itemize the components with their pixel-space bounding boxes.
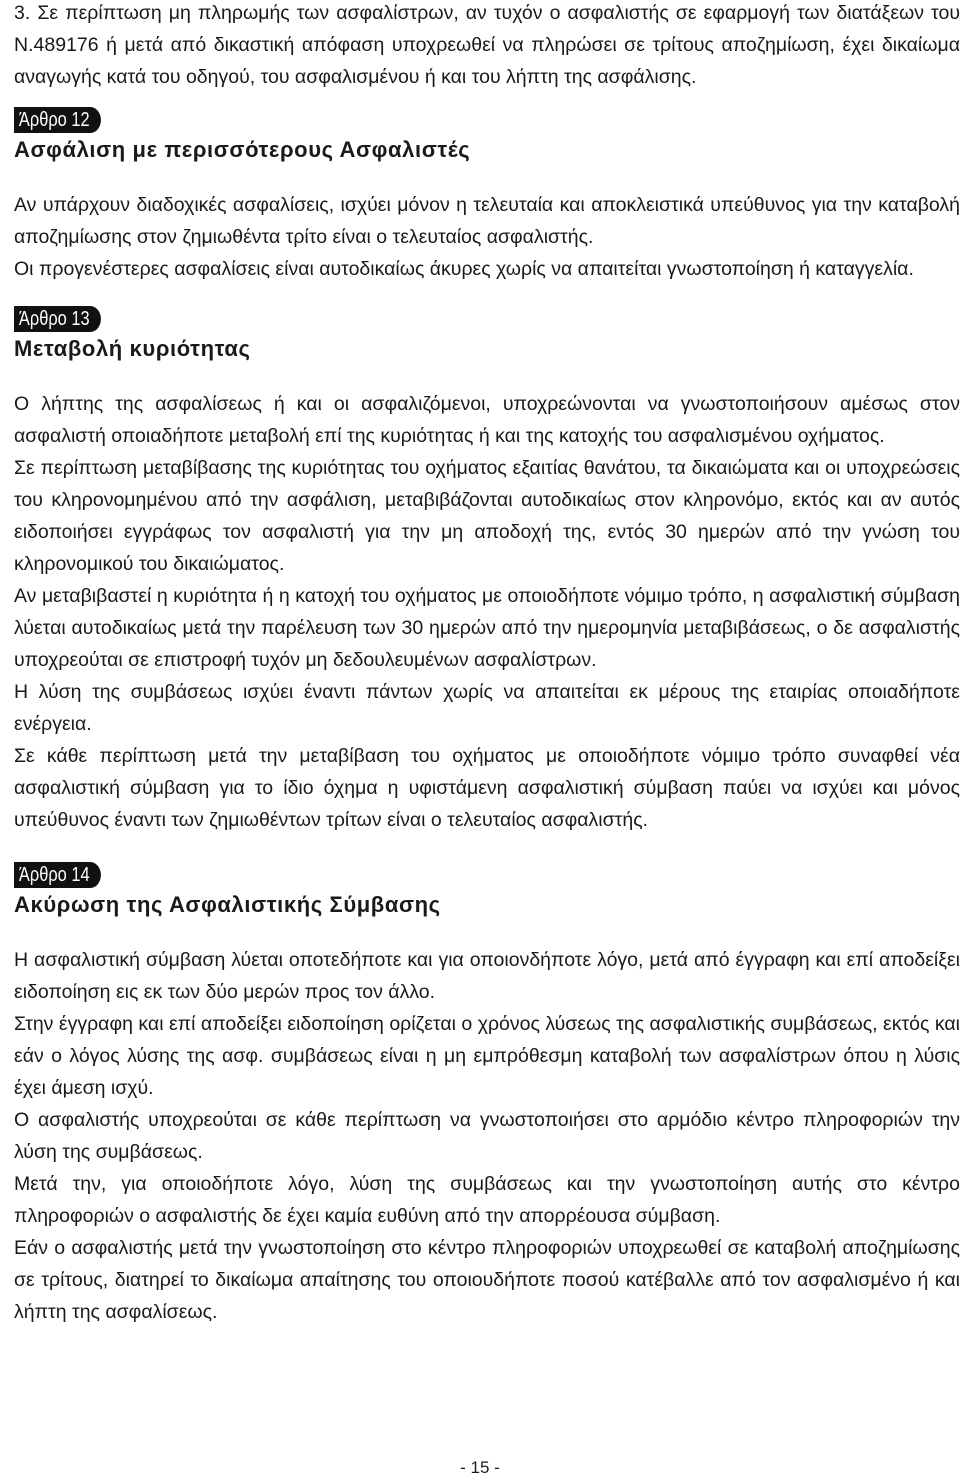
- article-paragraph: Σε κάθε περίπτωση μετά την μεταβίβαση του οχήματος με οποιοδήποτε νόμιμο τρόπο συναφθεί νέα ασφαλιστική σύμβαση για το ίδιο όχημα η υφιστάμενη ασφαλιστική σύμβαση παύει να ισχύει και μόνος υπεύθυνος έναντι των ζημιωθέντων τρίτων είναι ο τελευταίος ασφαλιστής.: [14, 745, 960, 831]
- article-title: Ακύρωση της Ασφαλιστικής Σύμβασης: [14, 892, 441, 917]
- article-title: Μεταβολή κυριότητας: [14, 336, 251, 361]
- article-paragraph: Μετά την, για οποιοδήποτε λόγο, λύση της συμβάσεως και την γνωστοποίηση αυτής στο κέντρο πληροφοριών ο ασφαλιστής δε έχει καμία ευθύνη από την απορρέουσα σύμβαση.: [14, 1173, 960, 1227]
- intro-number: 3.: [14, 2, 31, 24]
- article-body: [14, 388, 960, 836]
- article-paragraph: Εάν ο ασφαλιστής μετά την γνωστοποίηση στο κέντρο πληροφοριών υποχρεωθεί σε καταβολή αποζημίωσης σε τρίτους, διατηρεί το δικαίωμα απαίτησης του οποιουδήποτε ποσού κατέβαλλε από τον ασφαλισμένο ή και λήπτη της ασφαλίσεως.: [14, 1237, 960, 1323]
- article-paragraph: Ο ασφαλιστής υποχρεούται σε κάθε περίπτωση να γνωστοποιήσει στο αρμόδιο κέντρο πληροφοριών την λύση της συμβάσεως.: [14, 1109, 960, 1163]
- article-title: Ασφάλιση με περισσότερους Ασφαλιστές: [14, 137, 471, 162]
- article-badge: Άρθρο 13: [14, 306, 101, 332]
- page-number: - 15 -: [460, 1458, 500, 1477]
- article-body: [14, 944, 960, 1328]
- article-12: [14, 107, 960, 285]
- article-paragraph: Αν υπάρχουν διαδοχικές ασφαλίσεις, ισχύει μόνον η τελευταία και αποκλειστικά υπεύθυνος για την καταβολή αποζημίωσης στον ζημιωθέντα τρίτο είναι ο τελευταίος ασφαλιστής.: [14, 194, 960, 248]
- article-paragraph: Η λύση της συμβάσεως ισχύει έναντι πάντων χωρίς να απαιτείται εκ μέρους της εταιρίας οποιαδήποτε ενέργεια.: [14, 681, 960, 735]
- article-badge: Άρθρο 14: [14, 862, 101, 888]
- article-badge: Άρθρο 12: [14, 107, 101, 133]
- article-paragraph: Σε περίπτωση μεταβίβασης της κυριότητας του οχήματος εξαιτίας θανάτου, τα δικαιώματα και οι υποχρεώσεις του κληρονομημένου από την ασφάλιση, μεταβιβάζονται αυτοδικαίως στον κληρονόμο, εκτός και αν αυτός ειδοποιήσει εγγράφως τον ασφαλιστή για την μη αποδοχή της, εντός 30 ημερών από την γνώση του κληρονομικού του δικαιώματος.: [14, 457, 960, 575]
- intro-text: Σε περίπτωση μη πληρωμής των ασφαλίστρων, αν τυχόν ο ασφαλιστής σε εφαρμογή των διατάξεων του Ν.489176 ή μετά από δικαστική απόφαση υποχρεωθεί να πληρώσει σε τρίτους αποζημίωση, έχει δικαίωμα αναγωγής κατά του οδηγού, του ασφαλισμένου ή και του λήπτη της ασφάλισης.: [14, 2, 960, 88]
- article-paragraph: Ο λήπτης της ασφαλίσεως ή και οι ασφαλιζόμενοι, υποχρεώνονται να γνωστοποιήσουν αμέσως στον ασφαλιστή οποιαδήποτε μεταβολή επί της κυριότητας ή και της κατοχής του ασφαλισμένου οχήματος.: [14, 393, 960, 447]
- document-page: [14, 0, 960, 1328]
- article-paragraph: Η ασφαλιστική σύμβαση λύεται οποτεδήποτε και για οποιονδήποτε λόγο, μετά από έγγραφη και επί αποδείξει ειδοποίηση εις εκ των δύο μερών προς τον άλλο.: [14, 949, 960, 1003]
- article-body: [14, 189, 960, 285]
- article-13: [14, 306, 960, 836]
- article-paragraph: Στην έγγραφη και επί αποδείξει ειδοποίηση ορίζεται ο χρόνος λύσεως της ασφαλιστικής συμβάσεως, εκτός και εάν ο λόγος λύσης της ασφ. συμβάσεως είναι η μη εμπρόθεσμη καταβολή των ασφαλίστρων όπου η λύσις έχει άμεση ισχύ.: [14, 1013, 960, 1099]
- intro-paragraph: [14, 0, 960, 93]
- article-14: [14, 862, 960, 1328]
- article-paragraph: Αν μεταβιβαστεί η κυριότητα ή η κατοχή του οχήματος με οποιοδήποτε νόμιμο τρόπο, η ασφαλιστική σύμβαση λύεται αυτοδικαίως μετά την παρέλευση των 30 ημερών από την ημερομηνία μεταβιβάσεως, ο δε ασφαλιστής υποχρεούται σε επιστροφή τυχόν μη δεδουλευμένων ασφαλίστρων.: [14, 585, 960, 671]
- article-paragraph: Οι προγενέστερες ασφαλίσεις είναι αυτοδικαίως άκυρες χωρίς να απαιτείται γνωστοποίηση ή καταγγελία.: [14, 258, 914, 280]
